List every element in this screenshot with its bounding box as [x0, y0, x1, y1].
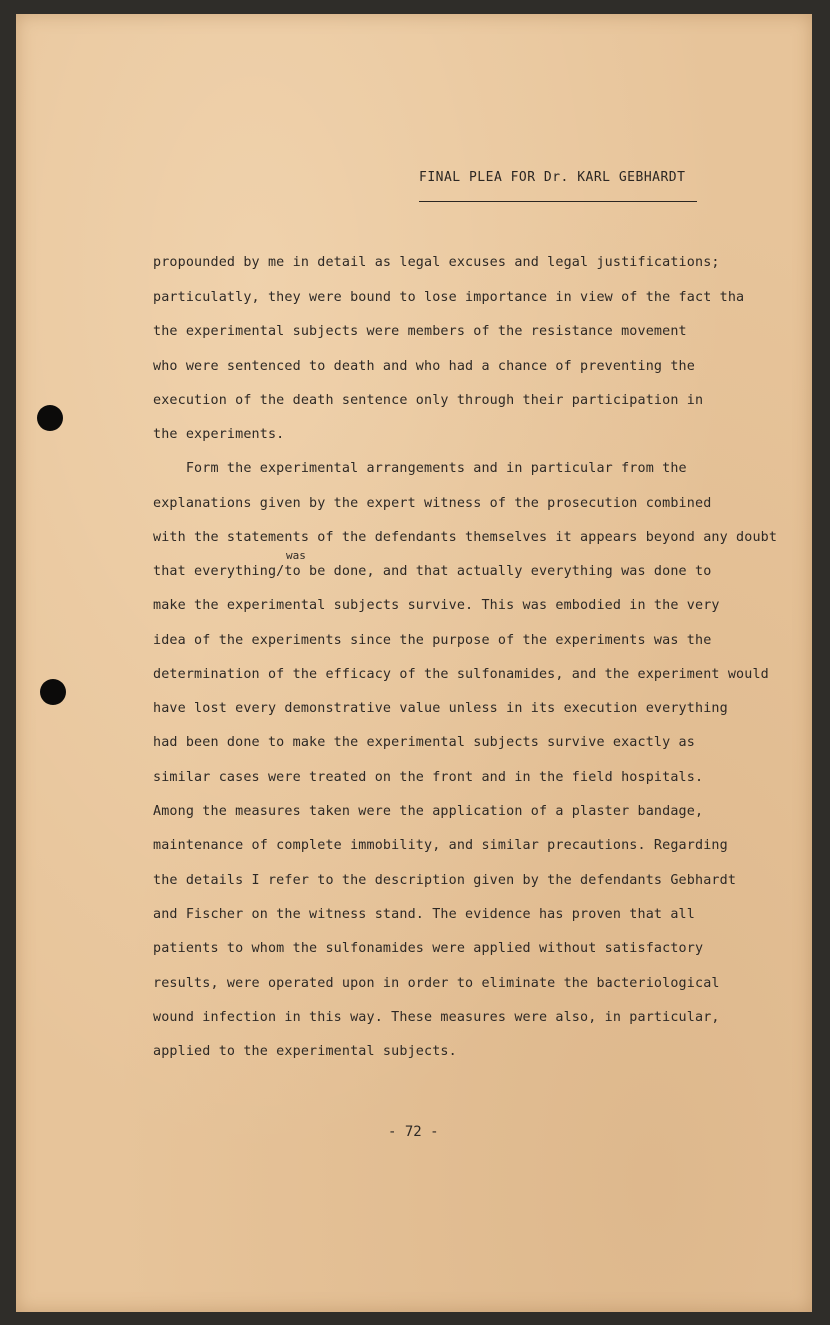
body-line: particulatly, they were bound to lose importance in view of the fact tha [153, 290, 745, 305]
handwritten-insertion: was [286, 549, 306, 562]
body-line: maintenance of complete immobility, and similar precautions. Regarding [153, 838, 728, 853]
body-line: that everything/to be done, and that actually everything was done to [153, 564, 712, 579]
header-title: FINAL PLEA FOR Dr. KARL GEBHARDT [419, 170, 686, 185]
body-line: patients to whom the sulfonamides were applied without satisfactory [153, 941, 704, 956]
body-line: with the statements of the defendants themselves it appears beyond any doubt [153, 530, 778, 545]
body-line: had been done to make the experimental subjects survive exactly as [153, 735, 695, 750]
body-line: wound infection in this way. These measures were also, in particular, [153, 1010, 720, 1025]
body-line: make the experimental subjects survive. This was embodied in the very [153, 598, 720, 613]
body-line: Among the measures taken were the application of a plaster bandage, [153, 804, 704, 819]
body-line: execution of the death sentence only through their participation in [153, 393, 704, 408]
body-line: and Fischer on the witness stand. The evidence has proven that all [153, 907, 695, 922]
body-line: the experimental subjects were members of the resistance movement [153, 324, 687, 339]
punch-hole-lower [40, 679, 66, 705]
header-underline [419, 201, 697, 202]
body-line: similar cases were treated on the front and in the field hospitals. [153, 770, 704, 785]
body-line: who were sentenced to death and who had a chance of preventing the [153, 359, 695, 374]
page-number: - 72 - [388, 1124, 439, 1140]
body-line: explanations given by the expert witness of the prosecution combined [153, 496, 712, 511]
body-line: propounded by me in detail as legal excuses and legal justifications; [153, 255, 720, 270]
body-line: applied to the experimental subjects. [153, 1044, 457, 1059]
punch-hole-upper [37, 405, 63, 431]
body-line: determination of the efficacy of the sulfonamides, and the experiment would [153, 667, 769, 682]
body-line: the experiments. [153, 427, 285, 442]
body-line: the details I refer to the description given by the defendants Gebhardt [153, 873, 737, 888]
body-line: results, were operated upon in order to eliminate the bacteriological [153, 976, 720, 991]
body-line: have lost every demonstrative value unless in its execution everything [153, 701, 728, 716]
body-line: idea of the experiments since the purpose of the experiments was the [153, 633, 712, 648]
body-line: Form the experimental arrangements and in particular from the [153, 461, 687, 476]
document-page [16, 14, 812, 1312]
